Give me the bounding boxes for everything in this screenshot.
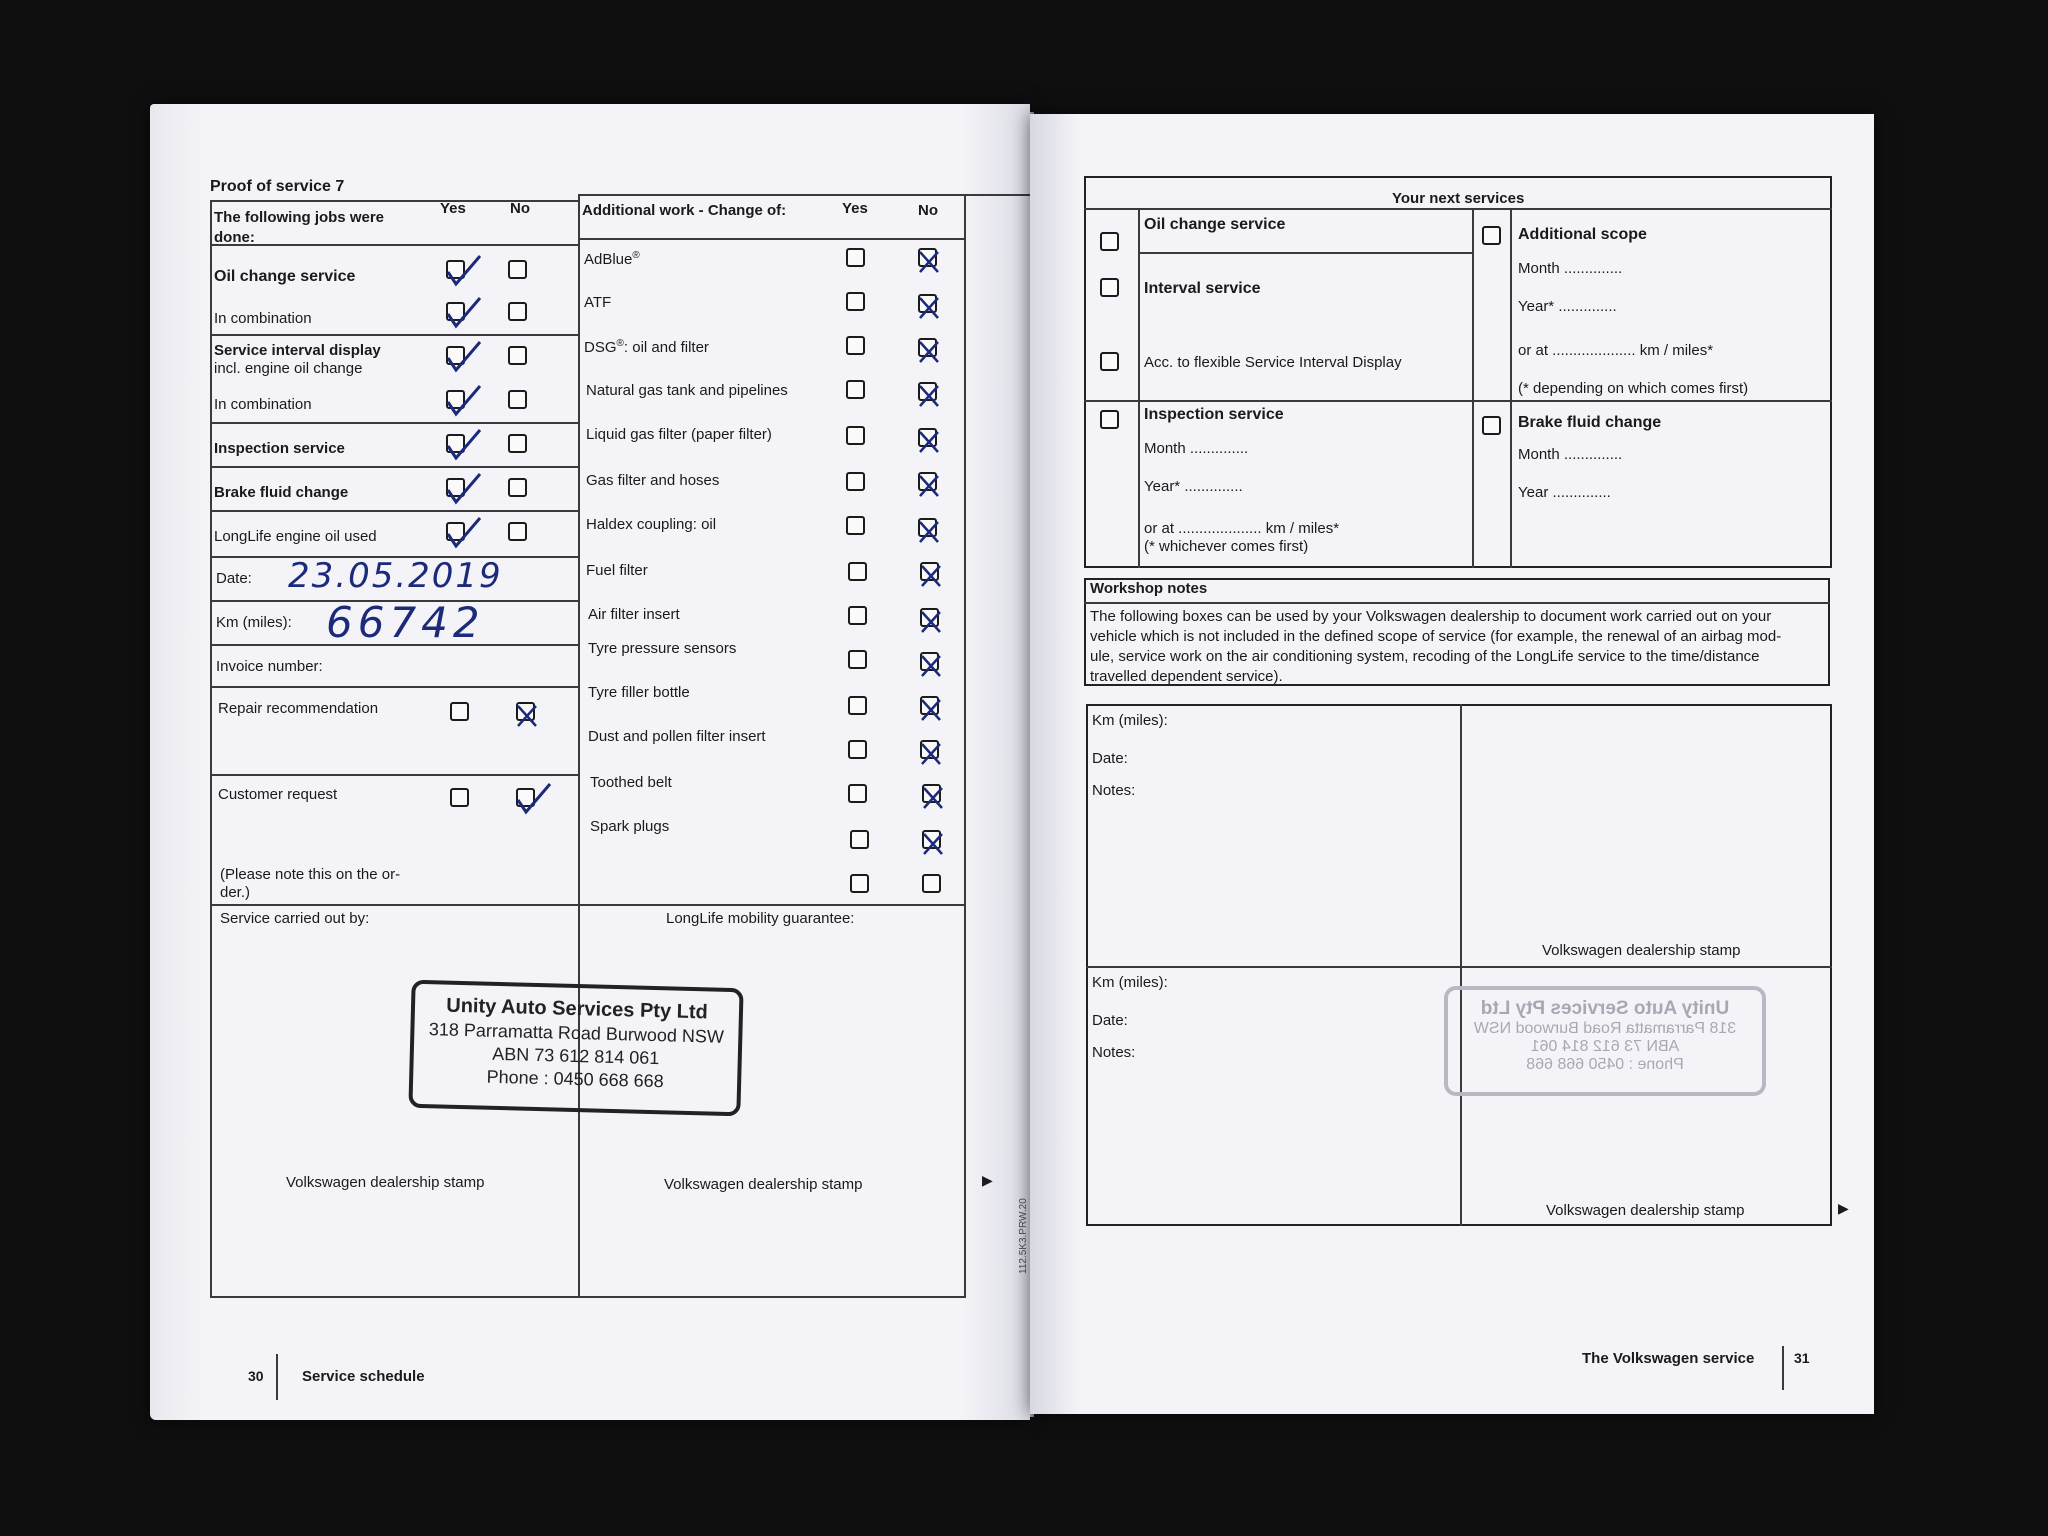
checkbox-yes[interactable]	[846, 336, 865, 355]
workshop-header: Workshop notes	[1090, 580, 1208, 597]
interval-label: Interval service	[1144, 280, 1261, 297]
date-label: Date:	[216, 570, 252, 587]
brake-month-field[interactable]: Month ..............	[1518, 446, 1623, 463]
job-label: Service interval display	[214, 342, 381, 359]
additional-item: Air filter insert	[588, 606, 680, 623]
invoice-label: Invoice number:	[216, 658, 323, 675]
checkbox-yes[interactable]	[846, 292, 865, 311]
checkbox-no[interactable]	[508, 478, 527, 497]
oil-change-label: Oil change service	[1144, 216, 1286, 233]
checkbox-yes[interactable]	[846, 380, 865, 399]
checkbox-customer-yes[interactable]	[450, 788, 469, 807]
additional-item: Natural gas tank and pipelines	[586, 382, 788, 399]
checkbox-yes-ticked[interactable]	[446, 302, 465, 321]
checkbox-yes[interactable]	[846, 248, 865, 267]
additional-item: Dust and pollen filter insert	[588, 728, 766, 745]
additional-item: Gas filter and hoses	[586, 472, 720, 489]
left-page	[150, 104, 1030, 1420]
checkbox-yes[interactable]	[848, 740, 867, 759]
month-field[interactable]: Month ..............	[1144, 440, 1249, 457]
notes-notes-label: Notes:	[1092, 1044, 1136, 1061]
checkbox-no-crossed[interactable]	[920, 608, 939, 627]
checkbox-yes[interactable]	[848, 696, 867, 715]
side-code: 112.5K3.PRW.20	[1018, 1198, 1029, 1274]
scope-or-at-field[interactable]: or at .................... km / miles*	[1518, 342, 1714, 359]
checkbox-yes[interactable]	[846, 516, 865, 535]
additional-item: Fuel filter	[586, 562, 648, 579]
checkbox-repair-no-crossed[interactable]	[516, 702, 535, 721]
additional-item: Haldex coupling: oil	[586, 516, 717, 533]
scope-year-field[interactable]: Year* ..............	[1518, 298, 1617, 315]
checkbox-interval[interactable]	[1100, 278, 1119, 297]
arrow-right-icon: ▶	[982, 1172, 993, 1188]
no-header-right: No	[918, 202, 938, 219]
note-line-1: (Please note this on the or-	[220, 866, 401, 883]
scope-month-field[interactable]: Month ..............	[1518, 260, 1623, 277]
checkbox-no[interactable]	[508, 346, 527, 365]
note-line-2: der.)	[220, 884, 251, 901]
additional-item: AdBlue®	[584, 250, 640, 268]
additional-item: Liquid gas filter (paper filter)	[586, 426, 772, 443]
additional-item: Tyre filler bottle	[588, 684, 690, 701]
repair-label: Repair recommendation	[218, 700, 379, 717]
checkbox-inspection[interactable]	[1100, 410, 1119, 429]
checkbox-yes-ticked[interactable]	[446, 478, 465, 497]
additional-item: Tyre pressure sensors	[588, 640, 737, 657]
checkbox-yes-ticked[interactable]	[446, 346, 465, 365]
notes-notes-label: Notes:	[1092, 782, 1136, 799]
dealer-stamp	[408, 980, 743, 1117]
workshop-text-line: vehicle which is not included in the defined scope of service (for example, the renewal of an airbag mod-	[1090, 628, 1782, 645]
checkbox-no-crossed[interactable]	[920, 696, 939, 715]
stamp-abn: ABN 73 612 814 061	[491, 1043, 660, 1069]
checkbox-yes-ticked[interactable]	[446, 260, 465, 279]
checkbox-customer-no-ticked[interactable]	[516, 788, 535, 807]
checkbox-yes-ticked[interactable]	[446, 434, 465, 453]
next-services-header: Your next services	[1392, 190, 1525, 207]
brake-fluid-label: Brake fluid change	[1518, 414, 1662, 431]
checkbox-no-crossed[interactable]	[920, 652, 939, 671]
additional-item: Spark plugs	[590, 818, 670, 835]
additional-header: Additional work - Change of:	[582, 202, 787, 219]
job-label: Brake fluid change	[214, 484, 349, 501]
checkbox-no-crossed[interactable]	[920, 562, 939, 581]
checkbox-yes[interactable]	[848, 606, 867, 625]
page-number-right: 31	[1794, 1350, 1810, 1366]
checkbox-no[interactable]	[508, 522, 527, 541]
notes-boxes	[1086, 704, 1832, 1226]
checkbox-no-crossed[interactable]	[918, 382, 937, 401]
guarantee-label: LongLife mobility guarantee:	[666, 910, 855, 927]
section-title-right: The Volkswagen service	[1582, 1350, 1755, 1367]
or-at-field[interactable]: or at .................... km / miles*	[1144, 520, 1340, 537]
checkbox-no-crossed[interactable]	[918, 338, 937, 357]
checkbox-yes[interactable]	[850, 874, 869, 893]
checkbox-no-crossed[interactable]	[920, 740, 939, 759]
workshop-text-line: ule, service work on the air conditioning system, recoding of the LongLife service to the time/distance	[1090, 648, 1760, 665]
right-page	[1018, 114, 1874, 1414]
job-label: In combination	[214, 310, 312, 327]
handwritten-km: 66742	[326, 598, 485, 647]
notes-stamp-label: Volkswagen dealership stamp	[1542, 942, 1741, 959]
checkbox-yes-ticked[interactable]	[446, 522, 465, 541]
arrow-right-icon: ▶	[1838, 1200, 1849, 1216]
stamp-label-left: Volkswagen dealership stamp	[286, 1174, 485, 1191]
carried-out-label: Service carried out by:	[220, 910, 370, 927]
checkbox-no[interactable]	[922, 874, 941, 893]
depending-note: (* depending on which comes first)	[1518, 380, 1749, 397]
job-label: In combination	[214, 396, 312, 413]
checkbox-oil-change[interactable]	[1100, 232, 1119, 251]
checkbox-no-crossed[interactable]	[922, 830, 941, 849]
checkbox-yes[interactable]	[848, 784, 867, 803]
notes-stamp-label: Volkswagen dealership stamp	[1546, 1202, 1745, 1219]
job-sublabel: incl. engine oil change	[214, 360, 363, 377]
job-label: Oil change service	[214, 268, 356, 285]
no-header-left: No	[510, 200, 530, 217]
checkbox-yes[interactable]	[846, 426, 865, 445]
handwritten-date: 23.05.2019	[288, 556, 503, 596]
checkbox-yes[interactable]	[848, 650, 867, 669]
checkbox-repair-yes[interactable]	[450, 702, 469, 721]
notes-date-label: Date:	[1092, 750, 1128, 767]
additional-item: DSG®: oil and filter	[584, 338, 709, 356]
next-services-box	[1084, 176, 1832, 568]
checkbox-yes[interactable]	[848, 562, 867, 581]
checkbox-no-crossed[interactable]	[918, 428, 937, 447]
checkbox-no[interactable]	[508, 390, 527, 409]
job-label: Inspection service	[214, 440, 345, 457]
whichever-note: (* whichever comes first)	[1144, 538, 1309, 555]
checkbox-no-crossed[interactable]	[918, 518, 937, 537]
job-label: LongLife engine oil used	[214, 528, 377, 545]
km-label: Km (miles):	[216, 614, 292, 631]
yes-header-left: Yes	[440, 200, 466, 217]
customer-label: Customer request	[218, 786, 338, 803]
show-through-stamp: Unity Auto Services Pty Ltd 318 Parramatta Road Burwood NSW ABN 73 612 814 061 Phone : 0450 668 668	[1444, 986, 1766, 1096]
stamp-address: 318 Parramatta Road Burwood NSW	[428, 1019, 725, 1047]
checkbox-yes-ticked[interactable]	[446, 390, 465, 409]
checkbox-yes[interactable]	[850, 830, 869, 849]
workshop-text-line: travelled dependent service).	[1090, 668, 1283, 685]
checkbox-yes[interactable]	[846, 472, 865, 491]
section-title-left: Service schedule	[302, 1368, 425, 1385]
notes-date-label: Date:	[1092, 1012, 1128, 1029]
checkbox-additional-scope[interactable]	[1482, 226, 1501, 245]
flexible-label: Acc. to flexible Service Interval Display	[1144, 354, 1402, 371]
notes-km-label: Km (miles):	[1092, 974, 1168, 991]
yes-header-right: Yes	[842, 200, 868, 217]
checkbox-brake-fluid[interactable]	[1482, 416, 1501, 435]
checkbox-no-crossed[interactable]	[918, 248, 937, 267]
checkbox-no[interactable]	[508, 260, 527, 279]
additional-item: Toothed belt	[590, 774, 672, 791]
jobs-header: The following jobs were done:	[214, 209, 385, 246]
inspection-label: Inspection service	[1144, 406, 1284, 423]
stamp-label-right: Volkswagen dealership stamp	[664, 1176, 863, 1193]
brake-year-field[interactable]: Year ..............	[1518, 484, 1611, 501]
additional-item: ATF	[584, 294, 612, 311]
proof-title: Proof of service 7	[210, 178, 345, 195]
stamp-phone: Phone : 0450 668 668	[486, 1066, 664, 1092]
checkbox-no-crossed[interactable]	[918, 294, 937, 313]
year-field[interactable]: Year* ..............	[1144, 478, 1243, 495]
notes-km-label: Km (miles):	[1092, 712, 1168, 729]
page-number-left: 30	[248, 1368, 264, 1384]
workshop-text-line: The following boxes can be used by your Volkswagen dealership to document work carried out on your	[1090, 608, 1772, 625]
checkbox-flexible[interactable]	[1100, 352, 1119, 371]
checkbox-no-crossed[interactable]	[918, 472, 937, 491]
checkbox-no[interactable]	[508, 434, 527, 453]
checkbox-no[interactable]	[508, 302, 527, 321]
stamp-name: Unity Auto Services Pty Ltd	[445, 994, 709, 1024]
checkbox-no-crossed[interactable]	[922, 784, 941, 803]
additional-scope-label: Additional scope	[1518, 226, 1647, 243]
